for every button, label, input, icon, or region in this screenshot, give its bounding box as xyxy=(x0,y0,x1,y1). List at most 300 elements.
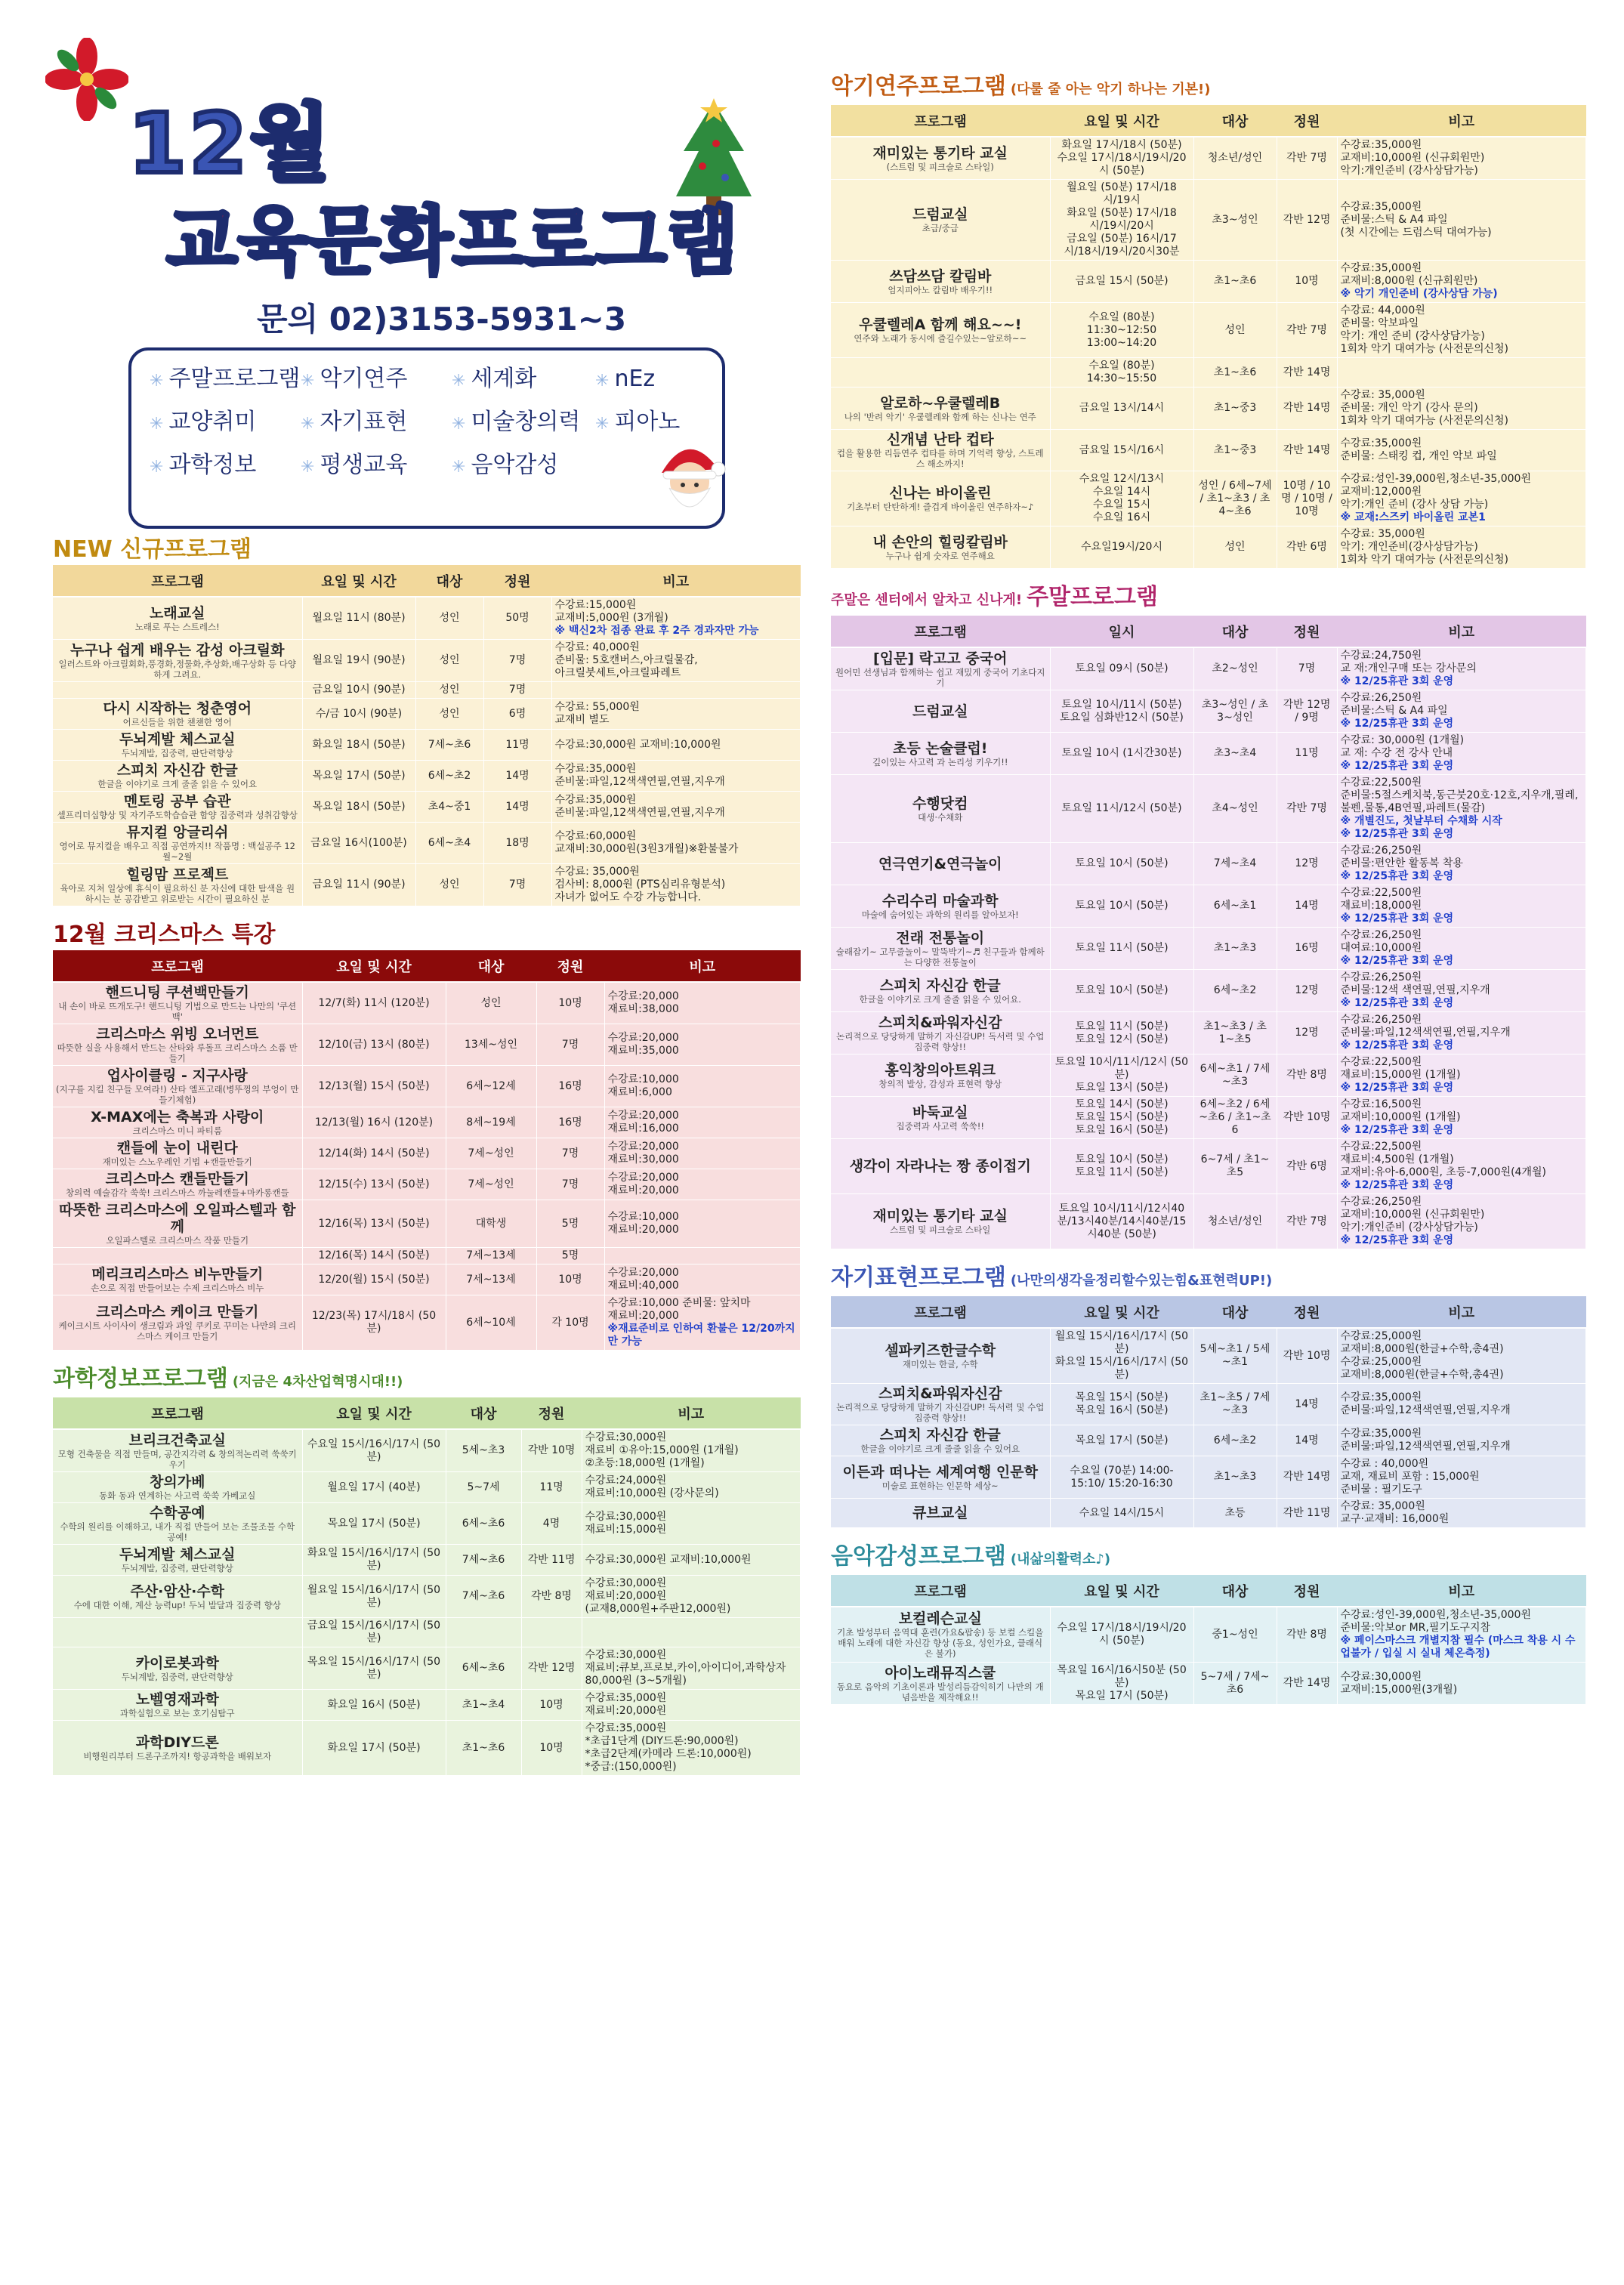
program-name: 수행닷컴 xyxy=(912,795,968,812)
program-cell xyxy=(53,1690,302,1721)
capacity-cell: 각반 14명 xyxy=(1277,1456,1337,1499)
program-desc: 컵을 활용한 리듬연주 컵타를 하며 기억력 향상, 스트레스 해소까지! xyxy=(836,448,1044,469)
program-desc: 초급/중급 xyxy=(922,223,959,233)
target-cell: 6세~초2 / 6세~초6 / 초1~초6 xyxy=(1193,1097,1277,1139)
note-line: ※ 개별진도, 첫날부터 수채화 시작 xyxy=(1340,815,1502,827)
time-text: 화요일 18시 (50분) xyxy=(312,738,406,751)
target-cell: 초4~성인 xyxy=(1193,775,1277,843)
target-cell: 초1~초3 xyxy=(1193,928,1277,970)
note-line: 수강료:20,000 xyxy=(607,990,679,1002)
note-line: 악기:개인준비 (강사상담가능) xyxy=(1340,1221,1478,1234)
section-music xyxy=(831,1542,1586,1705)
target-cell: 초1~초3 / 초1~초5 xyxy=(1193,1012,1277,1054)
table-row xyxy=(831,970,1586,1012)
program-cell xyxy=(831,647,1050,690)
capacity-cell: 각반 11명 xyxy=(521,1545,582,1576)
time-line: 토요일 10시/11시/12시40분/13시40분/14시40분/15시40분 (50분) xyxy=(1057,1202,1187,1240)
program-name: 연극연기&연극놀이 xyxy=(878,855,1002,872)
note-line: 수강료:30,000원 교재비:10,000원 xyxy=(554,738,721,751)
note-cell xyxy=(1337,1607,1586,1663)
program-name: [입문] 락고고 중국어 xyxy=(873,650,1008,667)
program-name: 생각이 자라나는 짱 종이접기 xyxy=(849,1158,1031,1175)
note-line: 수강료:35,000원 xyxy=(585,1692,667,1704)
col-capacity: 정원 xyxy=(483,565,551,597)
program-cell xyxy=(831,1139,1050,1194)
capacity-cell: 12명 xyxy=(1277,843,1337,885)
program-name: 노벨영재과학 xyxy=(135,1691,219,1708)
time-text: 12/16(목) 13시 (50분) xyxy=(318,1217,430,1230)
table-row xyxy=(831,1328,1586,1384)
note-cell xyxy=(1337,388,1586,430)
note-line: ※ 12/25휴관 3회 운영 xyxy=(1340,760,1454,772)
col-capacity: 정원 xyxy=(1277,105,1337,137)
note-line: 악기: 개인 준비 (강사상담가능) xyxy=(1340,330,1485,342)
col-target: 대상 xyxy=(1193,616,1277,647)
program-name: 드럼교실 xyxy=(912,206,968,223)
note-cell xyxy=(551,761,801,792)
time-line: 금요일 (50분) 16시/17시/18시/19시/20시30분 xyxy=(1064,233,1180,258)
category-tag: ✳ 평생교육 xyxy=(301,449,452,484)
table-row xyxy=(831,1499,1586,1528)
time-text: 수/금 10시 (90분) xyxy=(315,707,403,720)
time-line: 토요일 10시 (50분) xyxy=(1075,984,1169,996)
time-cell xyxy=(1050,303,1193,358)
category-tag: ✳ 세계화 xyxy=(452,363,595,398)
time-cell xyxy=(1050,1456,1193,1499)
program-cell xyxy=(831,1607,1050,1663)
note-line: 수강료: 30,000원 (1개월) xyxy=(1340,734,1465,746)
capacity-cell: 18명 xyxy=(483,823,551,864)
note-line: 수강료:35,000원 xyxy=(1340,200,1422,213)
table-row xyxy=(53,682,801,699)
program-desc: 스트럼 및 피크술로 스타일 xyxy=(890,1224,991,1235)
table-row xyxy=(831,1663,1586,1705)
note-cell xyxy=(582,1576,801,1618)
table-row xyxy=(831,690,1586,733)
note-cell xyxy=(582,1503,801,1545)
page-title: 교육문화프로그램 xyxy=(166,199,739,285)
time-cell xyxy=(1050,1012,1193,1054)
table-row xyxy=(53,982,801,1024)
table-row xyxy=(53,1576,801,1618)
time-cell xyxy=(1050,358,1193,388)
time-line: 토요일 15시 (50분) xyxy=(1075,1111,1169,1123)
note-line: 수강료:35,000원 xyxy=(1340,139,1422,151)
time-cell xyxy=(302,1721,446,1776)
note-line: 수강료:22,500원 xyxy=(1340,1056,1422,1068)
col-program: 프로그램 xyxy=(831,105,1050,137)
program-desc: 누구나 쉽게 숫자로 연주해요 xyxy=(885,550,995,561)
program-cell xyxy=(53,1138,302,1169)
col-program: 프로그램 xyxy=(53,1397,302,1429)
time-line: 금요일 15시 (50분) xyxy=(1075,275,1169,287)
time-line: 수요일 17시/18시/19시/20시 (50분) xyxy=(1057,1622,1187,1647)
time-cell xyxy=(302,1503,446,1545)
table-row xyxy=(53,792,801,823)
program-desc: 수학의 원리를 이해하고, 내가 직접 만들어 보는 조물조물 수학공예! xyxy=(60,1521,295,1542)
time-cell xyxy=(1050,1194,1193,1249)
note-line: 수강료:25,000원 xyxy=(1340,1356,1422,1368)
capacity-cell: 10명 xyxy=(536,982,604,1024)
time-line: 토요일 12시 (50분) xyxy=(1075,1033,1169,1045)
note-line: 수강료: 40,000원 xyxy=(554,641,640,653)
program-name: 스피치&파워자신감 xyxy=(878,1014,1002,1031)
program-cell xyxy=(831,970,1050,1012)
time-cell xyxy=(302,640,415,682)
capacity-cell xyxy=(521,1618,582,1647)
note-line: 교재비:10,000원 (1개월) xyxy=(1340,1111,1461,1123)
target-cell: 7세~초6 xyxy=(446,1576,521,1618)
note-line: 재료비:15,000원 (1개월) xyxy=(1340,1069,1461,1081)
note-line: *초급2단계(카메라 드론:10,000원) xyxy=(585,1748,752,1760)
program-name: 두뇌계발 체스교실 xyxy=(119,1546,236,1563)
note-line: ※ 악기 개인준비 (강사상담 가능) xyxy=(1340,288,1498,300)
time-text: 12/20(월) 15시 (50분) xyxy=(318,1273,430,1286)
capacity-cell: 7명 xyxy=(536,1169,604,1200)
target-cell: 6세~초2 xyxy=(1193,1425,1277,1456)
time-line: 수요일 15시 xyxy=(1092,499,1151,511)
capacity-cell: 10명 xyxy=(1277,261,1337,303)
note-line: ※ 12/25휴관 3회 운영 xyxy=(1340,1039,1454,1051)
col-program: 프로그램 xyxy=(831,1296,1050,1328)
note-line: 준비물:파일,12색색연필,연필,지우개 xyxy=(554,776,725,788)
capacity-cell: 각반 14명 xyxy=(1277,388,1337,430)
note-line: 교재비:10,000원 (신규회원만) xyxy=(1340,152,1485,164)
program-name: 스피치 자신감 한글 xyxy=(116,762,238,779)
time-line: 수요일19시/20시 xyxy=(1081,541,1162,553)
col-target: 대상 xyxy=(1193,1575,1277,1607)
note-line: 수강료:20,000 xyxy=(607,1141,679,1153)
note-line: 수강료:35,000원 xyxy=(585,1722,667,1734)
note-line: 악기:개인준비 (강사상담가능) xyxy=(1340,165,1478,177)
time-text: 월요일 15시/16시/17시 (50분) xyxy=(307,1583,441,1609)
table-row xyxy=(53,761,801,792)
program-desc: 술래잡기~ 고무줄놀이~ 말뚝박기~♬ 친구들과 함께하는 다양한 전통놀이 xyxy=(835,946,1045,968)
note-line: 재료비:16,000 xyxy=(607,1122,679,1135)
program-cell xyxy=(53,682,302,699)
capacity-cell: 7명 xyxy=(536,1138,604,1169)
program-name: 보컬레슨교실 xyxy=(898,1610,982,1627)
table-row xyxy=(831,1097,1586,1139)
note-line: 수강료:35,000원 xyxy=(1340,262,1422,274)
table-row xyxy=(831,733,1586,775)
program-name: 전래 전통놀이 xyxy=(896,929,985,946)
program-cell xyxy=(831,733,1050,775)
program-name: 크리스마스 캔들만들기 xyxy=(105,1171,249,1187)
target-cell: 초등 xyxy=(1193,1499,1277,1528)
target-cell: 6세~초1 xyxy=(1193,885,1277,928)
program-name: 힐링맘 프로젝트 xyxy=(126,866,229,883)
time-text: 화요일 16시 (50분) xyxy=(327,1698,421,1711)
note-line: ※ 교재:스즈키 바이올린 교본1 xyxy=(1340,511,1486,523)
time-line: 화요일 15시/16시/17시 (50분) xyxy=(1054,1356,1189,1381)
capacity-cell: 11명 xyxy=(483,730,551,761)
program-cell xyxy=(53,1264,302,1295)
section-title-text: 음악감성프로그램 xyxy=(831,1543,1006,1570)
note-cell xyxy=(582,1690,801,1721)
capacity-cell: 11명 xyxy=(521,1472,582,1503)
program-cell xyxy=(53,792,302,823)
time-cell xyxy=(1050,775,1193,843)
program-desc: (지구를 지킬 친구들 모여라!) 산타 엘프고래(병뚜껑의 부엉이 만들기체험) xyxy=(56,1084,299,1105)
time-cell xyxy=(302,1024,446,1066)
note-line: 1회차 악기 대여가능 (사전문의신청) xyxy=(1340,415,1509,427)
note-cell xyxy=(582,1545,801,1576)
note-line: ※ 12/25휴관 3회 운영 xyxy=(1340,828,1454,840)
program-name: 재미있는 통기타 교실 xyxy=(872,144,1008,162)
note-cell xyxy=(604,1138,801,1169)
time-text: 12/14(화) 14시 (50분) xyxy=(318,1147,430,1159)
col-target: 대상 xyxy=(415,565,483,597)
program-desc: 두뇌계발, 집중력, 판단력향상 xyxy=(121,1563,233,1573)
table-row xyxy=(53,699,801,730)
col-time: 요일 및 시간 xyxy=(302,1397,446,1429)
note-cell xyxy=(551,792,801,823)
time-line: 토요일 09시 (50분) xyxy=(1075,662,1169,675)
program-cell xyxy=(53,1248,302,1264)
program-name: 두뇌계발 체스교실 xyxy=(119,731,236,748)
program-name: 바둑교실 xyxy=(912,1104,968,1121)
note-line: 수강료:22,500원 xyxy=(1340,777,1422,789)
time-cell xyxy=(1050,1425,1193,1456)
time-line: 목요일 17시 (50분) xyxy=(1075,1434,1169,1447)
program-desc: 일러스트와 아크릴회화,풍경화,정물화,추상화,배구상화 등 다양하게 그려요. xyxy=(58,658,296,680)
program-name: 누구나 쉽게 배우는 감성 아크릴화 xyxy=(70,641,285,659)
capacity-cell: 각반 8명 xyxy=(1277,1054,1337,1097)
section-subtitle: (내삶의활력소♪) xyxy=(1010,1552,1111,1567)
time-cell xyxy=(1050,970,1193,1012)
program-cell xyxy=(831,526,1050,569)
program-name: 주산·암산·수학 xyxy=(130,1583,225,1600)
time-cell xyxy=(302,1576,446,1618)
program-desc: 어르신들을 위한 챈챈한 영어 xyxy=(122,717,232,727)
time-cell xyxy=(302,792,415,823)
target-cell: 초2~성인 xyxy=(1193,647,1277,690)
time-cell xyxy=(302,1169,446,1200)
note-line: ②초등:18,000원 (1개월) xyxy=(585,1457,705,1469)
note-line: 수강료: 35,000원 xyxy=(1340,528,1425,540)
time-cell xyxy=(1050,928,1193,970)
col-capacity: 정원 xyxy=(1277,1575,1337,1607)
note-line: 준비물: 스태킹 컵, 개인 악보 파일 xyxy=(1340,450,1497,462)
note-line: 준비물:파일,12색색연필,연필,지우개 xyxy=(1340,1027,1511,1039)
note-cell xyxy=(1337,1012,1586,1054)
capacity-cell: 각반 14명 xyxy=(1277,430,1337,471)
time-cell xyxy=(1050,1499,1193,1528)
category-tag: ✳ 과학정보 xyxy=(150,449,301,484)
table-row xyxy=(53,1472,801,1503)
col-note: 비고 xyxy=(604,950,801,982)
note-line: 수강료:30,000원 xyxy=(585,1577,667,1589)
time-line: 금요일 15시/16시 xyxy=(1079,443,1165,456)
program-name: 재미있는 통기타 교실 xyxy=(872,1208,1008,1224)
program-name: 셀파키즈한글수학 xyxy=(885,1342,996,1359)
note-line: 재료비:20,000 xyxy=(607,1310,679,1322)
table-row xyxy=(53,1503,801,1545)
program-desc: 논리적으로 당당하게 말하기 자신감UP! 독서력 및 수업집중력 향상!! xyxy=(836,1030,1045,1052)
note-line: 준비물:스틱 & A4 파일 xyxy=(1340,213,1448,226)
time-cell xyxy=(302,682,415,699)
time-text: 목요일 17시 (50분) xyxy=(327,1517,421,1530)
program-desc: 한글을 이야기로 크게 줄줄 읽을 수 있어요. xyxy=(859,993,1021,1005)
note-line: 재료비:30,000 xyxy=(607,1153,679,1166)
note-cell xyxy=(1337,303,1586,358)
note-cell xyxy=(551,597,801,640)
program-cell xyxy=(53,1295,302,1351)
target-cell: 성인 xyxy=(1193,303,1277,358)
time-line: 수요일 12시/13시 xyxy=(1079,473,1165,485)
capacity-cell: 7명 xyxy=(536,1024,604,1066)
capacity-cell: 각반 7명 xyxy=(1277,137,1337,180)
time-line: 수요일 14시 xyxy=(1092,486,1151,498)
program-cell xyxy=(831,358,1050,388)
table-row xyxy=(831,180,1586,261)
table-row xyxy=(831,1456,1586,1499)
section-lead: 주말은 센터에서 알차고 신나게! xyxy=(831,592,1023,608)
program-cell xyxy=(831,1499,1050,1528)
time-text: 월요일 17시 (40분) xyxy=(327,1481,421,1493)
note-line: 준비물:편안한 활동복 착용 xyxy=(1340,857,1463,869)
note-cell xyxy=(1337,471,1586,526)
capacity-cell: 각반 12명 xyxy=(1277,180,1337,261)
program-desc: 수에 대한 이해, 계산 능력up! 두뇌 발달과 집중력 향상 xyxy=(73,1599,281,1610)
col-note: 비고 xyxy=(1337,1296,1586,1328)
program-cell xyxy=(831,775,1050,843)
note-line: 교재비:15,000원(3개월) xyxy=(1340,1683,1458,1696)
program-cell xyxy=(831,1097,1050,1139)
capacity-cell: 각반 14명 xyxy=(1277,358,1337,388)
note-cell xyxy=(1337,1663,1586,1705)
target-cell: 대학생 xyxy=(446,1200,536,1248)
capacity-cell: 10명 xyxy=(536,1264,604,1295)
section-instrument xyxy=(831,72,1586,569)
note-cell xyxy=(1337,1499,1586,1528)
table-row xyxy=(831,388,1586,430)
category-tag: ✳ 피아노 xyxy=(595,406,693,441)
capacity-cell: 16명 xyxy=(536,1066,604,1107)
express-table xyxy=(831,1296,1586,1528)
note-cell xyxy=(1337,1328,1586,1384)
note-cell xyxy=(551,823,801,864)
note-line: 교구·교재비: 16,000원 xyxy=(1340,1513,1450,1525)
note-line: 수강료:16,500원 xyxy=(1340,1098,1422,1110)
note-line: 재료비:35,000 xyxy=(607,1045,679,1057)
capacity-cell: 11명 xyxy=(1277,733,1337,775)
note-line: 수강료:26,250원 xyxy=(1340,1014,1422,1026)
note-cell xyxy=(582,1618,801,1647)
category-box xyxy=(128,347,725,529)
program-name: 창의가베 xyxy=(150,1474,205,1490)
target-cell: 5~7세 xyxy=(446,1472,521,1503)
time-line: 수요일 (80분) 11:30~12:50 13:00~14:20 xyxy=(1086,310,1157,349)
program-name: 크리스마스 위빙 오너먼트 xyxy=(96,1026,259,1042)
capacity-cell: 10명 xyxy=(521,1721,582,1776)
capacity-cell: 12명 xyxy=(1277,970,1337,1012)
section-title-text: 자기표현프로그램 xyxy=(831,1264,1006,1291)
target-cell: 7세~초6 xyxy=(446,1545,521,1576)
capacity-cell: 각반 8명 xyxy=(521,1576,582,1618)
program-cell xyxy=(831,885,1050,928)
time-cell xyxy=(1050,180,1193,261)
program-name: 메리크리스마스 비누만들기 xyxy=(91,1266,264,1283)
capacity-cell: 10명 xyxy=(521,1690,582,1721)
program-cell xyxy=(831,180,1050,261)
col-time: 요일 및 시간 xyxy=(1050,1575,1193,1607)
section-title xyxy=(831,72,1586,105)
note-line: 교재비:8,000원(한글+수학,총4권) xyxy=(1340,1343,1504,1355)
capacity-cell: 각반 7명 xyxy=(1277,1194,1337,1249)
note-cell xyxy=(551,699,801,730)
program-name: 다시 시작하는 청춘영어 xyxy=(103,700,252,717)
col-time: 요일 및 시간 xyxy=(1050,105,1193,137)
note-line: 수강료:60,000원 xyxy=(554,830,637,842)
note-line: 수강료:10,000 xyxy=(607,1073,679,1085)
program-cell xyxy=(53,597,302,640)
program-desc: 창의적 발상, 감성과 표현력 향상 xyxy=(878,1078,1002,1089)
note-cell xyxy=(1337,885,1586,928)
note-cell xyxy=(582,1721,801,1776)
note-cell xyxy=(604,982,801,1024)
contact-phone: 문의 02)3153-5931~3 xyxy=(257,301,627,338)
note-cell xyxy=(1337,843,1586,885)
note-line: 수강료:22,500원 xyxy=(1340,1141,1422,1153)
note-cell xyxy=(1337,1054,1586,1097)
capacity-cell: 각반 6명 xyxy=(1277,526,1337,569)
table-row xyxy=(831,303,1586,358)
table-row xyxy=(831,1012,1586,1054)
time-text: 12/23(목) 17시/18시 (50분) xyxy=(311,1310,437,1335)
program-desc: 깊이있는 사고력 과 논리성 키우기!! xyxy=(872,756,1008,767)
time-cell xyxy=(1050,843,1193,885)
time-line: 월요일 (50분) 17시/18시/19시 xyxy=(1067,181,1177,206)
program-cell xyxy=(831,1456,1050,1499)
note-line: ※ 12/25휴관 3회 운영 xyxy=(1340,997,1454,1009)
program-desc: 마술에 숨어있는 과학의 원리를 알아보자! xyxy=(861,909,1019,920)
time-cell xyxy=(1050,388,1193,430)
note-line: 수강료: 35,000원 xyxy=(554,866,640,878)
instrument-table xyxy=(831,105,1586,569)
capacity-cell: 14명 xyxy=(1277,1425,1337,1456)
capacity-cell: 10명 / 10명 / 10명 / 10명 xyxy=(1277,471,1337,526)
capacity-cell: 각반 10명 xyxy=(521,1429,582,1472)
program-desc: 노래로 푸는 스트레스! xyxy=(134,621,220,632)
note-cell xyxy=(604,1248,801,1264)
program-name: 아이노래뮤직스쿨 xyxy=(885,1664,996,1681)
note-line: ※ 12/25휴관 3회 운영 xyxy=(1340,718,1454,730)
note-line: 수강료:26,250원 xyxy=(1340,1196,1422,1208)
note-line: ※ 12/25휴관 3회 운영 xyxy=(1340,955,1454,967)
table-row xyxy=(831,1425,1586,1456)
target-cell: 6세~초6 xyxy=(446,1503,521,1545)
time-text: 12/16(목) 14시 (50분) xyxy=(318,1249,430,1261)
capacity-cell: 4명 xyxy=(521,1503,582,1545)
time-cell xyxy=(1050,1607,1193,1663)
col-note: 비고 xyxy=(1337,105,1586,137)
target-cell: 초3~초4 xyxy=(1193,733,1277,775)
time-text: 수요일 15시/16시/17시 (50분) xyxy=(307,1437,441,1463)
table-row xyxy=(831,647,1586,690)
section-title xyxy=(831,1263,1586,1296)
table-row xyxy=(53,1024,801,1066)
section-title xyxy=(831,582,1586,616)
target-cell: 7세~초6 xyxy=(415,730,483,761)
time-cell xyxy=(1050,1384,1193,1425)
target-cell: 성인 xyxy=(415,682,483,699)
time-line: 금요일 13시/14시 xyxy=(1079,402,1165,414)
note-cell xyxy=(1337,970,1586,1012)
time-cell xyxy=(302,1647,446,1690)
program-name: X-MAX에는 축복과 사랑이 xyxy=(91,1109,264,1126)
